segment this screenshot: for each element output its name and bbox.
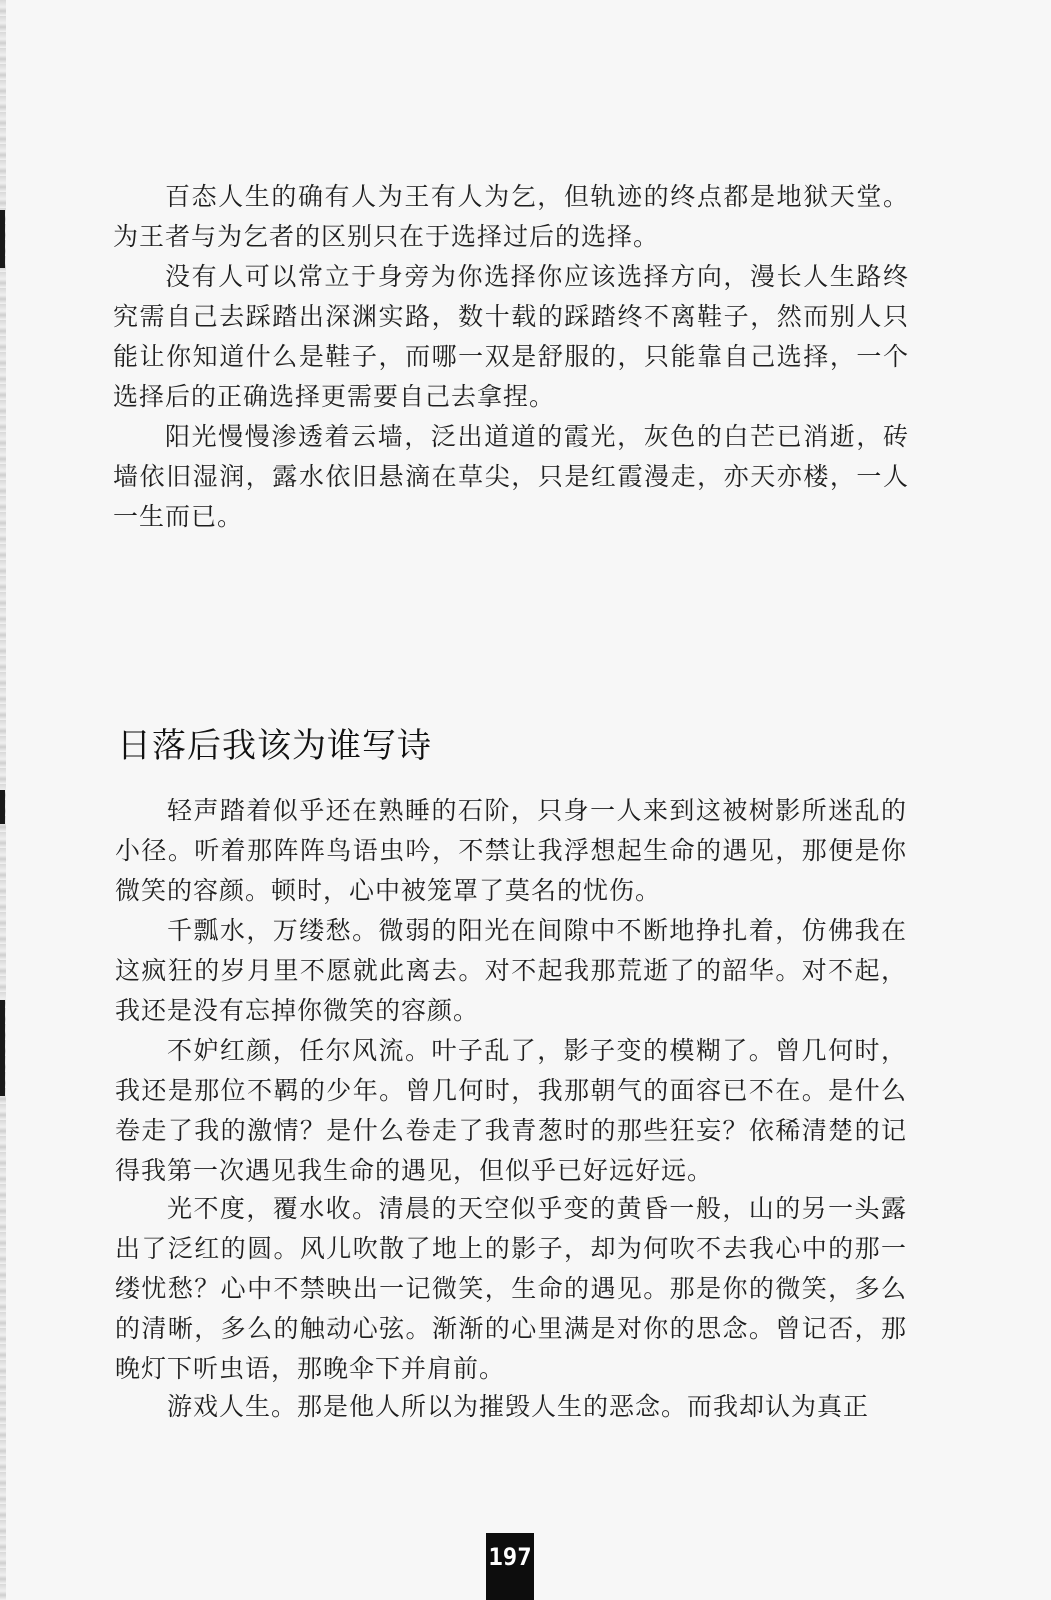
- scan-edge-mark: [0, 210, 5, 268]
- paragraph: 百态人生的确有人为王有人为乞，但轨迹的终点都是地狱天堂。为王者与为乞者的区别只在于选择过后的选择。: [113, 182, 909, 251]
- scan-edge-mark: [0, 790, 5, 824]
- paragraph: 不妒红颜，任尔风流。叶子乱了，影子变的模糊了。曾几何时，我还是那位不羁的少年。曾几何时，我那朝气的面容已不在。是什么卷走了我的激情？是什么卷走了我青葱时的那些狂妄？依稀清楚的记得我第一次遇见我生命的遇见，但似乎已好远好远。: [115, 1036, 907, 1185]
- section-title: 日落后我该为谁写诗: [117, 726, 432, 766]
- paragraph: 没有人可以常立于身旁为你选择你应该选择方向，漫长人生路终究需自己去踩踏出深渊实路，数十载的踩踏终不离鞋子，然而别人只能让你知道什么是鞋子，而哪一双是舒服的，只能靠自己选择，一个选择后的正确选择更需要自己去拿捏。: [113, 262, 909, 411]
- scan-edge-mark: [0, 1000, 5, 1096]
- paragraph: 光不度，覆水收。清晨的天空似乎变的黄昏一般，山的另一头露出了泛红的圆。风儿吹散了地上的影子，却为何吹不去我心中的那一缕忧愁？心中不禁映出一记微笑，生命的遇见。那是你的微笑，多么的清晰，多么的触动心弦。渐渐的心里满是对你的思念。曾记否，那晚灯下听虫语，那晚伞下并肩前。: [115, 1194, 907, 1383]
- paragraph: 阳光慢慢渗透着云墙，泛出道道的霞光，灰色的白芒已消逝，砖墙依旧湿润，露水依旧悬滴在草尖，只是红霞漫走，亦天亦楼，一人一生而已。: [113, 422, 909, 531]
- paragraph: 游戏人生。那是他人所以为摧毁人生的恶念。而我却认为真正: [167, 1392, 870, 1421]
- paragraph: 轻声踏着似乎还在熟睡的石阶，只身一人来到这被树影所迷乱的小径。听着那阵阵鸟语虫吟，不禁让我浮想起生命的遇见，那便是你微笑的容颜。顿时，心中被笼罩了莫名的忧伤。: [115, 796, 907, 905]
- paragraph: 千瓢水，万缕愁。微弱的阳光在间隙中不断地挣扎着，仿佛我在这疯狂的岁月里不愿就此离去。对不起我那荒逝了的韶华。对不起，我还是没有忘掉你微笑的容颜。: [115, 916, 907, 1025]
- page-number: 197: [486, 1533, 534, 1600]
